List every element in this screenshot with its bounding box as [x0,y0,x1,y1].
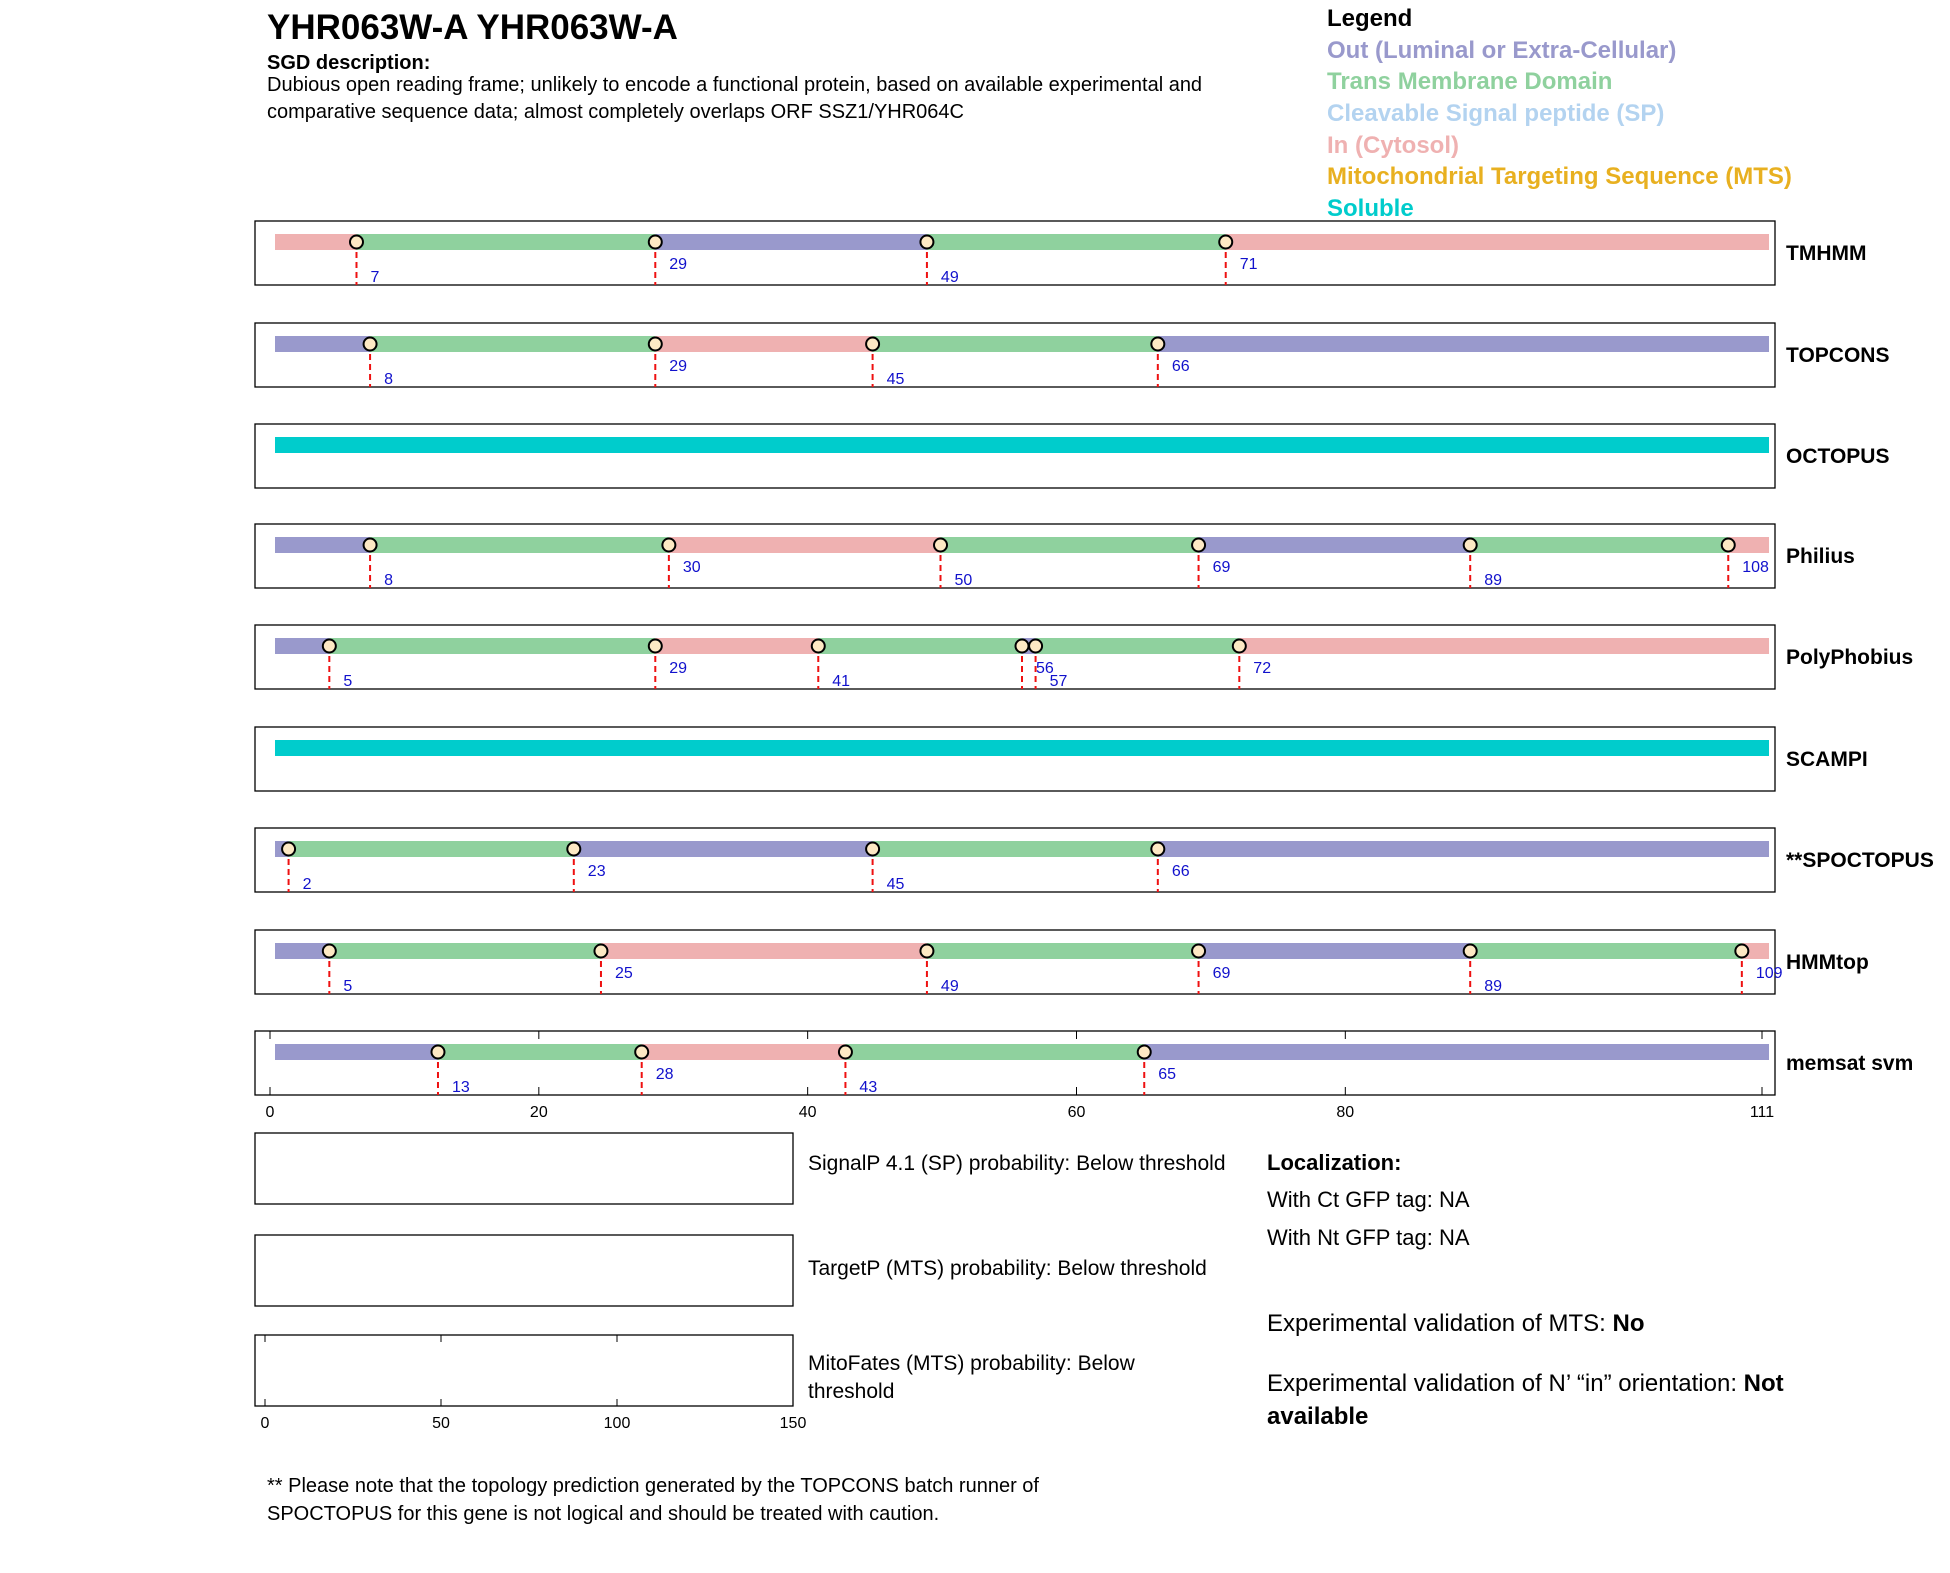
segment-tm [370,537,669,553]
boundary-label: 8 [384,572,393,589]
boundary-marker [1464,539,1477,552]
track-philius [255,524,1855,589]
boundary-marker [649,640,662,653]
boundary-label: 69 [1212,559,1231,576]
segment-out [655,234,927,250]
localization-nt-gfp: With Nt GFP tag: NA [1267,1225,1470,1250]
boundary-marker [1151,338,1164,351]
legend-item-out: Out (Luminal or Extra-Cellular) [1327,37,1677,64]
boundary-marker [364,539,377,552]
x-tick-label: 20 [529,1104,548,1121]
boundary-marker [866,338,879,351]
boundary-marker [350,236,363,249]
experimental-mts-label: Experimental validation of MTS: [1267,1310,1613,1337]
boundary-label: 50 [954,572,973,589]
track-scampi [255,727,1868,791]
track-octopus [255,424,1889,488]
localization-ct-gfp: With Ct GFP tag: NA [1267,1187,1470,1212]
prob-x-tick-label: 150 [779,1415,807,1432]
segment-out [1158,336,1769,352]
track-label: PolyPhobius [1786,646,1914,669]
boundary-label: 5 [343,673,353,690]
boundary-marker [594,945,607,958]
track-spoctopus [255,828,1934,893]
boundary-label: 41 [832,673,851,690]
boundary-label: 45 [886,876,905,893]
mitofates-probability-label: MitoFates (MTS) probability: Below threshold [808,1352,1135,1403]
boundary-label: 108 [1742,559,1769,576]
boundary-marker [635,1046,648,1059]
x-tick-label: 111 [1749,1104,1775,1121]
page-title: YHR063W-A YHR063W-A [267,8,678,47]
boundary-label: 65 [1158,1066,1177,1083]
boundary-marker [1016,640,1029,653]
legend-title: Legend [1327,5,1413,32]
boundary-marker [431,1046,444,1059]
experimental-n-in-label: Experimental validation of N’ “in” orientation: [1267,1370,1744,1397]
boundary-marker [1735,945,1748,958]
localization-title: Localization: [1267,1150,1402,1175]
segment-out [275,537,370,553]
segment-tm [873,841,1158,857]
boundary-marker [920,236,933,249]
boundary-label: 5 [343,978,353,995]
track-frame [255,424,1775,488]
track-memsatsvm [255,1031,1913,1096]
boundary-label: 109 [1755,965,1783,982]
boundary-marker [1151,843,1164,856]
experimental-n-in [1267,1367,1867,1433]
track-frame [255,727,1775,791]
boundary-marker [282,843,295,856]
segment-soluble [275,740,1769,756]
boundary-label: 69 [1212,965,1231,982]
boundary-label: 45 [886,371,905,388]
segment-in [1239,638,1769,654]
segment-tm [927,234,1226,250]
experimental-mts-value: No [1612,1310,1645,1337]
footnote: ** Please note that the topology prediction generated by the TOPCONS batch runner of SPOCTOPUS for this gene is not logical and should be treated with caution. [267,1475,1039,1525]
boundary-marker [920,945,933,958]
track-label: **SPOCTOPUS [1786,849,1934,872]
track-polyphobius [255,625,1913,690]
segment-out [275,336,370,352]
boundary-marker [934,539,947,552]
boundary-label: 43 [859,1079,878,1096]
track-tmhmm [255,221,1866,286]
segment-in [655,336,872,352]
segment-out [1158,841,1769,857]
segment-out [574,841,873,857]
track-label: memsat svm [1786,1052,1914,1075]
boundary-marker [839,1046,852,1059]
segment-out [275,638,329,654]
boundary-marker [1192,539,1205,552]
sgd-description-label: SGD description: [267,52,431,74]
x-tick-label: 40 [798,1104,817,1121]
track-label: HMMtop [1786,951,1869,974]
segment-tm [927,943,1199,959]
boundary-marker [812,640,825,653]
legend-item-tm: Trans Membrane Domain [1327,68,1613,95]
boundary-label: 49 [940,269,959,286]
prob-x-tick-label: 0 [260,1415,270,1432]
boundary-label: 49 [940,978,959,995]
track-label: TMHMM [1786,242,1867,265]
boundary-label: 2 [302,876,312,893]
track-frame [255,221,1775,285]
segment-tm [356,234,655,250]
boundary-marker [1192,945,1205,958]
segment-in [275,234,356,250]
segment-tm [370,336,655,352]
segment-in [642,1044,846,1060]
boundary-label: 56 [1036,660,1054,677]
boundary-label: 28 [655,1066,674,1083]
segment-tm [1470,537,1728,553]
segment-out [1144,1044,1769,1060]
boundary-label: 7 [370,269,380,286]
segment-in [601,943,927,959]
segment-tm [329,638,655,654]
segment-tm [1470,943,1742,959]
boundary-marker [323,640,336,653]
boundary-label: 71 [1239,256,1258,273]
boundary-marker [1029,640,1042,653]
track-frame [255,1031,1775,1095]
track-hmmtop [255,930,1869,995]
boundary-label: 89 [1484,572,1502,589]
experimental-n-in-value: Not available [1267,1370,1784,1430]
boundary-marker [866,843,879,856]
boundary-label: 8 [384,371,393,388]
track-frame [255,524,1775,588]
track-topcons [255,323,1889,388]
segment-out [1199,943,1471,959]
boundary-marker [1138,1046,1151,1059]
x-tick-label: 0 [265,1104,275,1121]
prob-x-tick-label: 50 [432,1415,450,1432]
x-tick-label: 80 [1336,1104,1355,1121]
sgd-description: Dubious open reading frame; unlikely to encode a functional protein, based on available experimental and comparative sequence data; almost completely overlaps ORF SSZ1/YHR064C [267,74,1203,123]
segment-out [275,1044,438,1060]
track-label: Philius [1786,545,1855,568]
boundary-label: 25 [614,965,633,982]
boundary-marker [1464,945,1477,958]
segment-tm [1036,638,1240,654]
segment-tm [873,336,1158,352]
track-label: OCTOPUS [1786,445,1890,468]
segment-tm [818,638,1022,654]
boundary-label: 57 [1049,673,1068,690]
segment-tm [438,1044,642,1060]
segment-tm [845,1044,1144,1060]
boundary-label: 29 [669,358,688,375]
segment-out [1199,537,1471,553]
segment-in [669,537,941,553]
segment-in [655,638,818,654]
segment-tm [941,537,1199,553]
legend-item-mts: Mitochondrial Targeting Sequence (MTS) [1327,163,1792,190]
targetp-probability-label: TargetP (MTS) probability: Below threshold [808,1257,1207,1280]
boundary-label: 29 [669,660,688,677]
track-frame [255,323,1775,387]
boundary-label: 30 [682,559,701,576]
legend-item-soluble: Soluble [1327,195,1414,222]
track-label: SCAMPI [1786,748,1868,771]
boundary-marker [1233,640,1246,653]
probability-panel-frame [255,1133,793,1204]
prob-x-tick-label: 100 [603,1415,631,1432]
boundary-marker [567,843,580,856]
segment-tm [329,943,601,959]
boundary-label: 89 [1484,978,1502,995]
boundary-label: 29 [669,256,688,273]
probability-panel-frame [255,1235,793,1306]
x-tick-label: 60 [1067,1104,1086,1121]
signalp-probability-label: SignalP 4.1 (SP) probability: Below threshold [808,1152,1226,1175]
track-frame [255,828,1775,892]
boundary-marker [364,338,377,351]
boundary-marker [662,539,675,552]
boundary-label: 13 [451,1079,470,1096]
probability-panel-frame [255,1335,793,1406]
segment-out [275,943,329,959]
boundary-marker [649,338,662,351]
boundary-marker [1722,539,1735,552]
experimental-mts [1267,1307,1867,1340]
boundary-marker [1219,236,1232,249]
track-frame [255,625,1775,689]
segment-soluble [275,437,1769,453]
boundary-label: 23 [587,863,606,880]
segment-tm [289,841,574,857]
boundary-label: 66 [1171,863,1190,880]
boundary-marker [323,945,336,958]
boundary-marker [649,236,662,249]
track-label: TOPCONS [1786,344,1890,367]
track-frame [255,930,1775,994]
boundary-label: 72 [1253,660,1272,677]
legend-item-sp: Cleavable Signal peptide (SP) [1327,100,1665,127]
boundary-label: 66 [1171,358,1190,375]
segment-in [1226,234,1769,250]
legend-item-in: In (Cytosol) [1327,132,1459,159]
